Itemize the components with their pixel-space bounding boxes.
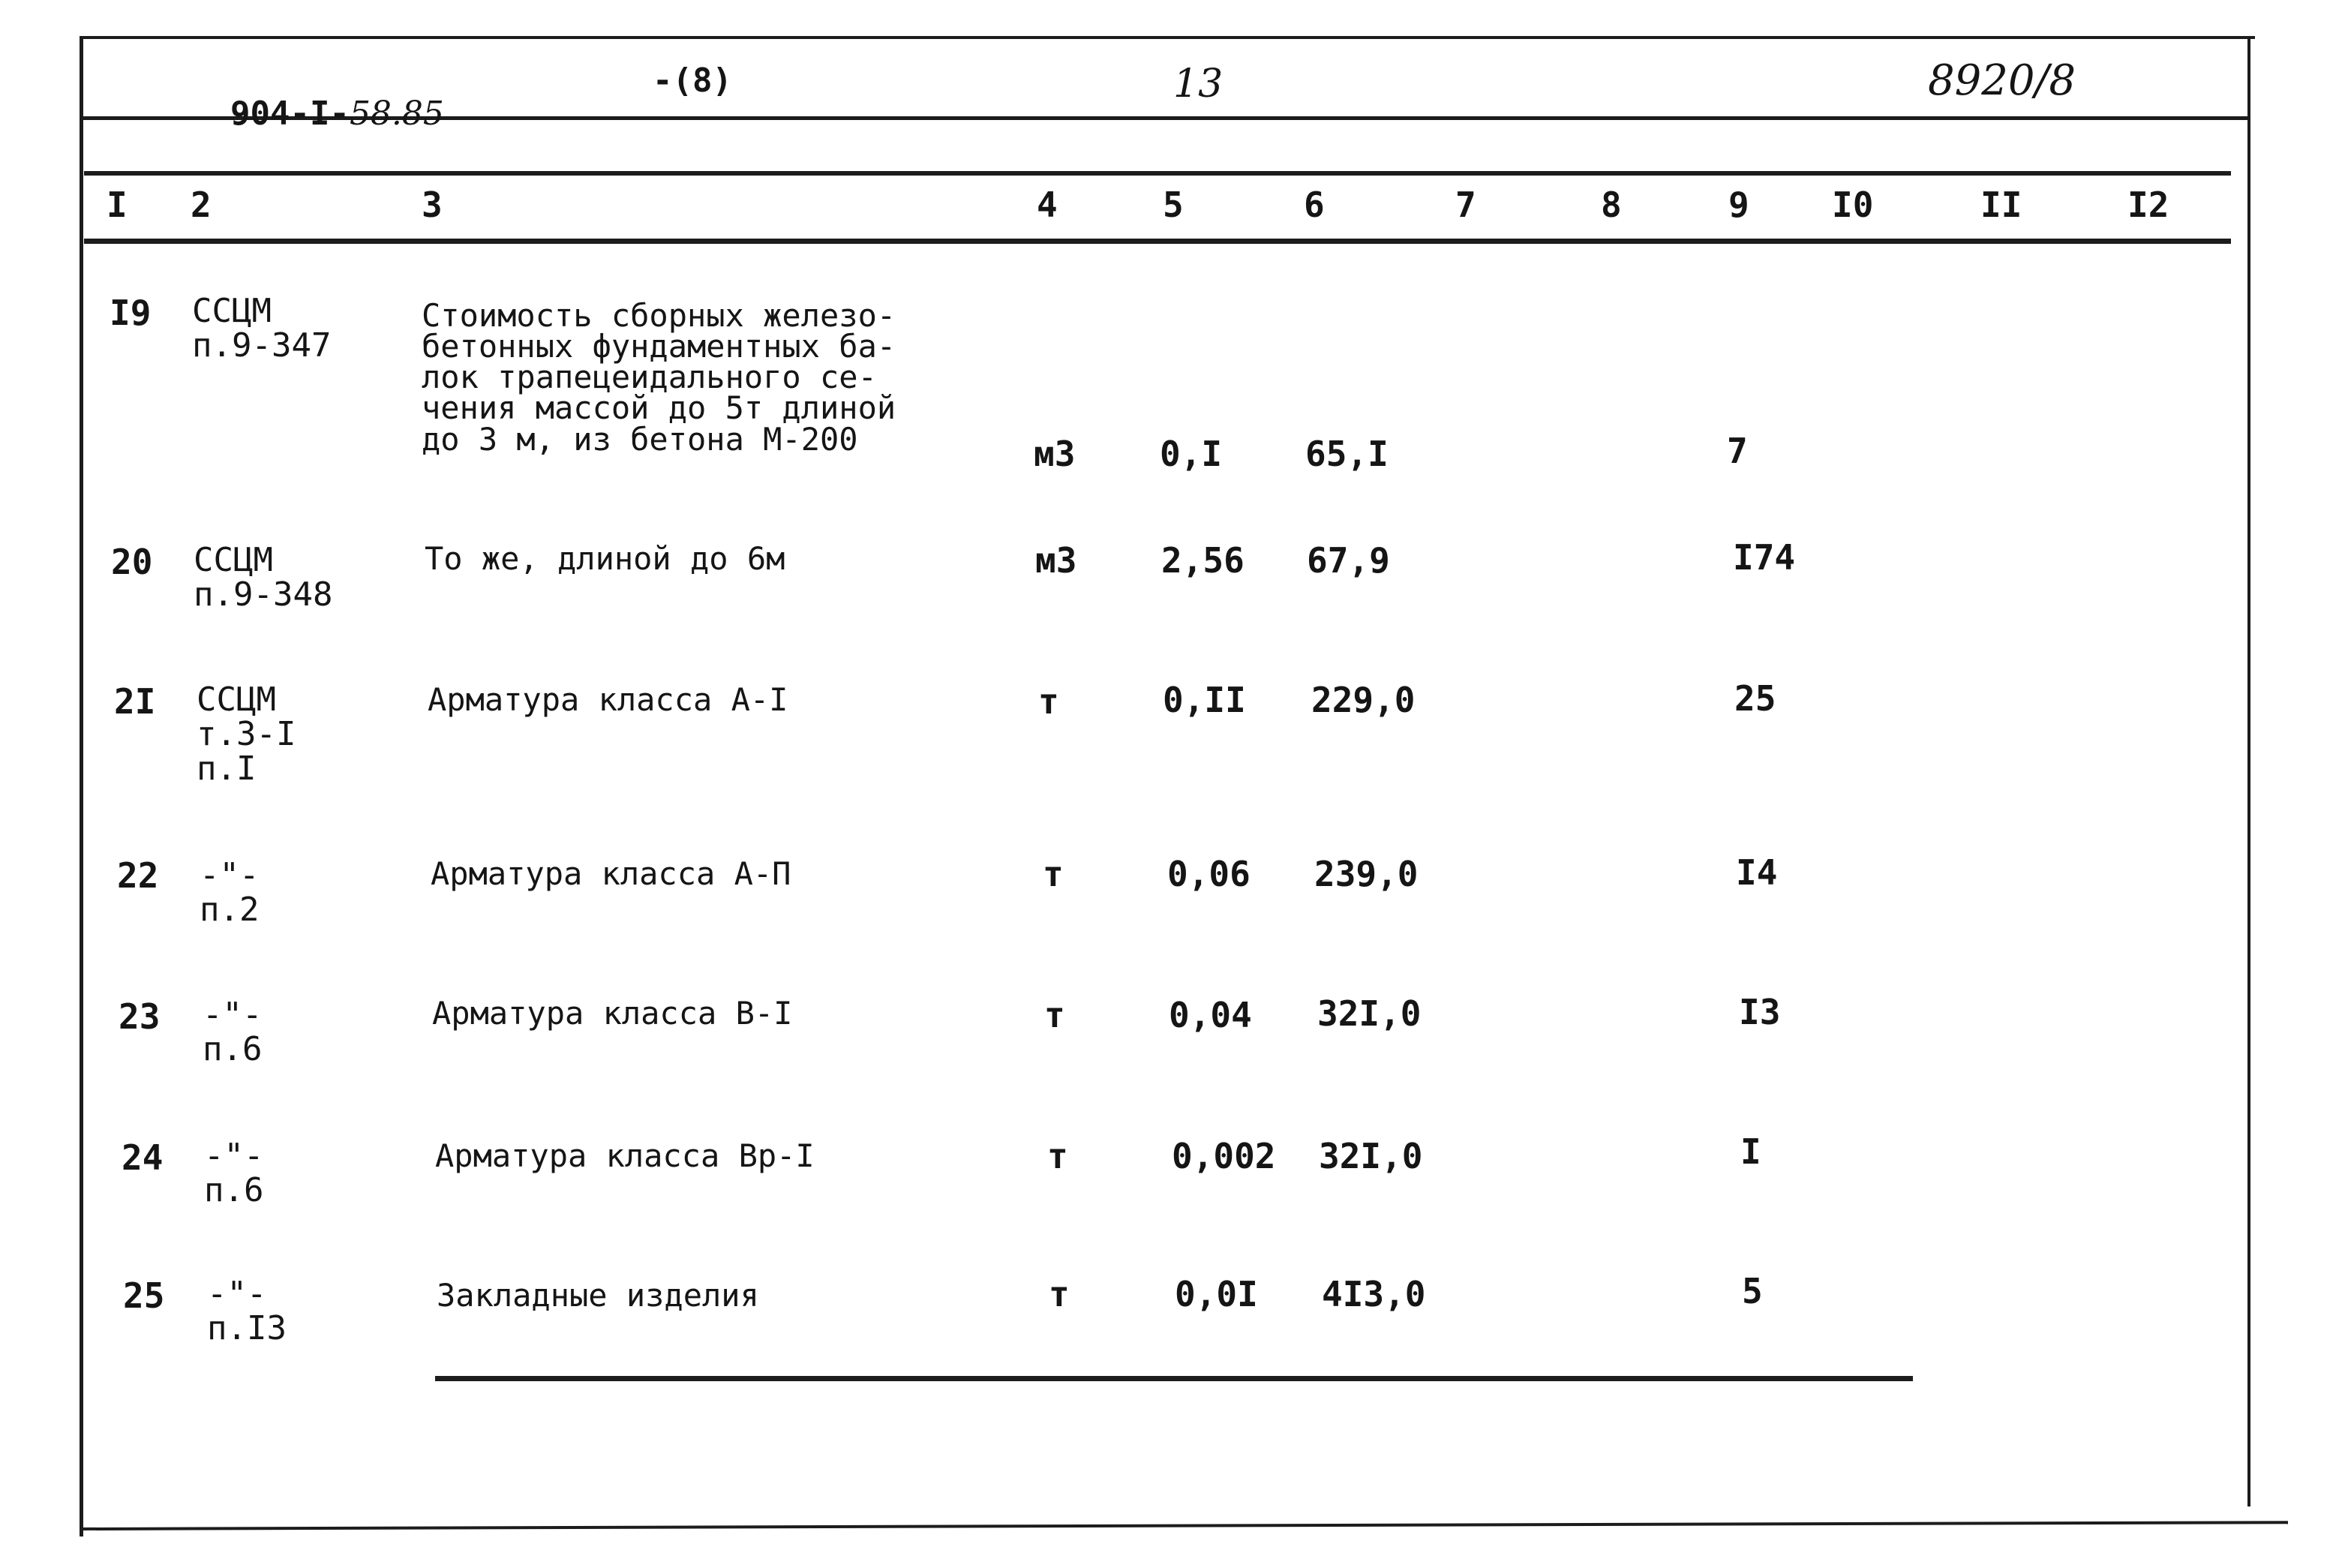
unit-price: 4I3,0: [1322, 1274, 1426, 1314]
document-series: [191, 65, 444, 131]
document-part: -(8): [653, 62, 732, 100]
frame-bottom-border: [80, 1521, 2288, 1530]
price-reference: -"- п.2: [200, 856, 260, 930]
table-columns-rule: [84, 239, 2231, 244]
page-number: 13: [1173, 62, 1224, 107]
price-reference: -"- п.I3: [207, 1275, 287, 1348]
quantity: 0,0I: [1175, 1274, 1258, 1314]
unit-price: 65,I: [1305, 434, 1389, 474]
work-description: Арматура класса А-I: [428, 681, 788, 718]
unit-price: 67,9: [1307, 540, 1390, 581]
unit: т: [1049, 1274, 1070, 1314]
quantity: 0,II: [1163, 680, 1246, 720]
unit: м3: [1034, 434, 1076, 474]
quantity: 0,06: [1167, 854, 1251, 894]
column-number: I2: [2127, 185, 2169, 225]
column-number: 9: [1728, 185, 1749, 225]
unit-price: 32I,0: [1319, 1136, 1423, 1176]
table-top-rule: [84, 171, 2231, 176]
table-end-rule: [435, 1376, 1913, 1381]
quantity: 2,56: [1161, 540, 1245, 581]
column-number: 7: [1455, 185, 1476, 225]
unit: т: [1047, 1136, 1068, 1176]
price-reference: -"- п.6: [204, 1137, 264, 1210]
unit: т: [1043, 854, 1064, 894]
total-cost: I74: [1733, 537, 1796, 578]
price-reference: ССЦМ т.3-I п.I: [197, 680, 296, 789]
frame-right-border: [2247, 36, 2250, 1506]
column-number: 5: [1163, 185, 1184, 225]
work-description: Арматура класса Вр-I: [435, 1137, 815, 1174]
unit: м3: [1035, 540, 1077, 581]
work-description: Стоимость сборных железо- бетонных фундаментных ба- лок трапецеидального се- чения массой до 5т длиной до 3 м, из бетона М-200: [422, 297, 896, 458]
work-description: Арматура класса В-I: [432, 995, 793, 1032]
column-number: 2: [191, 185, 212, 225]
frame-top-border: [80, 36, 2255, 39]
total-cost: 5: [1742, 1271, 1763, 1311]
column-number: 3: [422, 185, 443, 225]
total-cost: 25: [1734, 678, 1776, 719]
column-number: 4: [1037, 185, 1058, 225]
row-number: 25: [123, 1275, 165, 1316]
total-cost: I3: [1739, 992, 1781, 1032]
quantity: 0,04: [1169, 995, 1252, 1035]
row-number: 22: [117, 855, 159, 896]
document-series-handwritten: 58.85: [349, 95, 444, 133]
column-number: II: [1980, 185, 2022, 225]
row-number: 24: [122, 1137, 164, 1178]
quantity: 0,002: [1172, 1136, 1276, 1176]
row-number: 20: [111, 542, 153, 582]
unit-price: 239,0: [1314, 854, 1419, 894]
price-reference: -"- п.6: [203, 996, 263, 1069]
work-description: Закладные изделия: [437, 1277, 759, 1314]
row-number: I9: [110, 293, 152, 333]
document-number: 8920/8: [1928, 56, 2076, 105]
price-reference: ССЦМ п.9-347: [192, 292, 332, 365]
quantity: 0,I: [1160, 434, 1223, 474]
unit-price: 229,0: [1311, 680, 1416, 720]
work-description: То же, длиной до 6м: [425, 540, 785, 577]
total-cost: I4: [1736, 852, 1778, 893]
column-number: I: [107, 185, 128, 225]
column-number: I0: [1832, 185, 1874, 225]
unit: т: [1038, 681, 1059, 722]
unit-price: 32I,0: [1317, 993, 1422, 1034]
column-number: 6: [1304, 185, 1325, 225]
total-cost: 7: [1727, 431, 1748, 471]
total-cost: I: [1740, 1131, 1761, 1172]
frame-left-border: [80, 36, 83, 1536]
column-number: 8: [1601, 185, 1622, 225]
unit: т: [1044, 995, 1065, 1035]
price-reference: ССЦМ п.9-348: [194, 541, 333, 614]
row-number: 23: [119, 996, 161, 1037]
row-number: 2I: [114, 681, 156, 722]
work-description: Арматура класса А-П: [431, 855, 791, 892]
document-series-typed: 904-I-: [230, 95, 350, 133]
